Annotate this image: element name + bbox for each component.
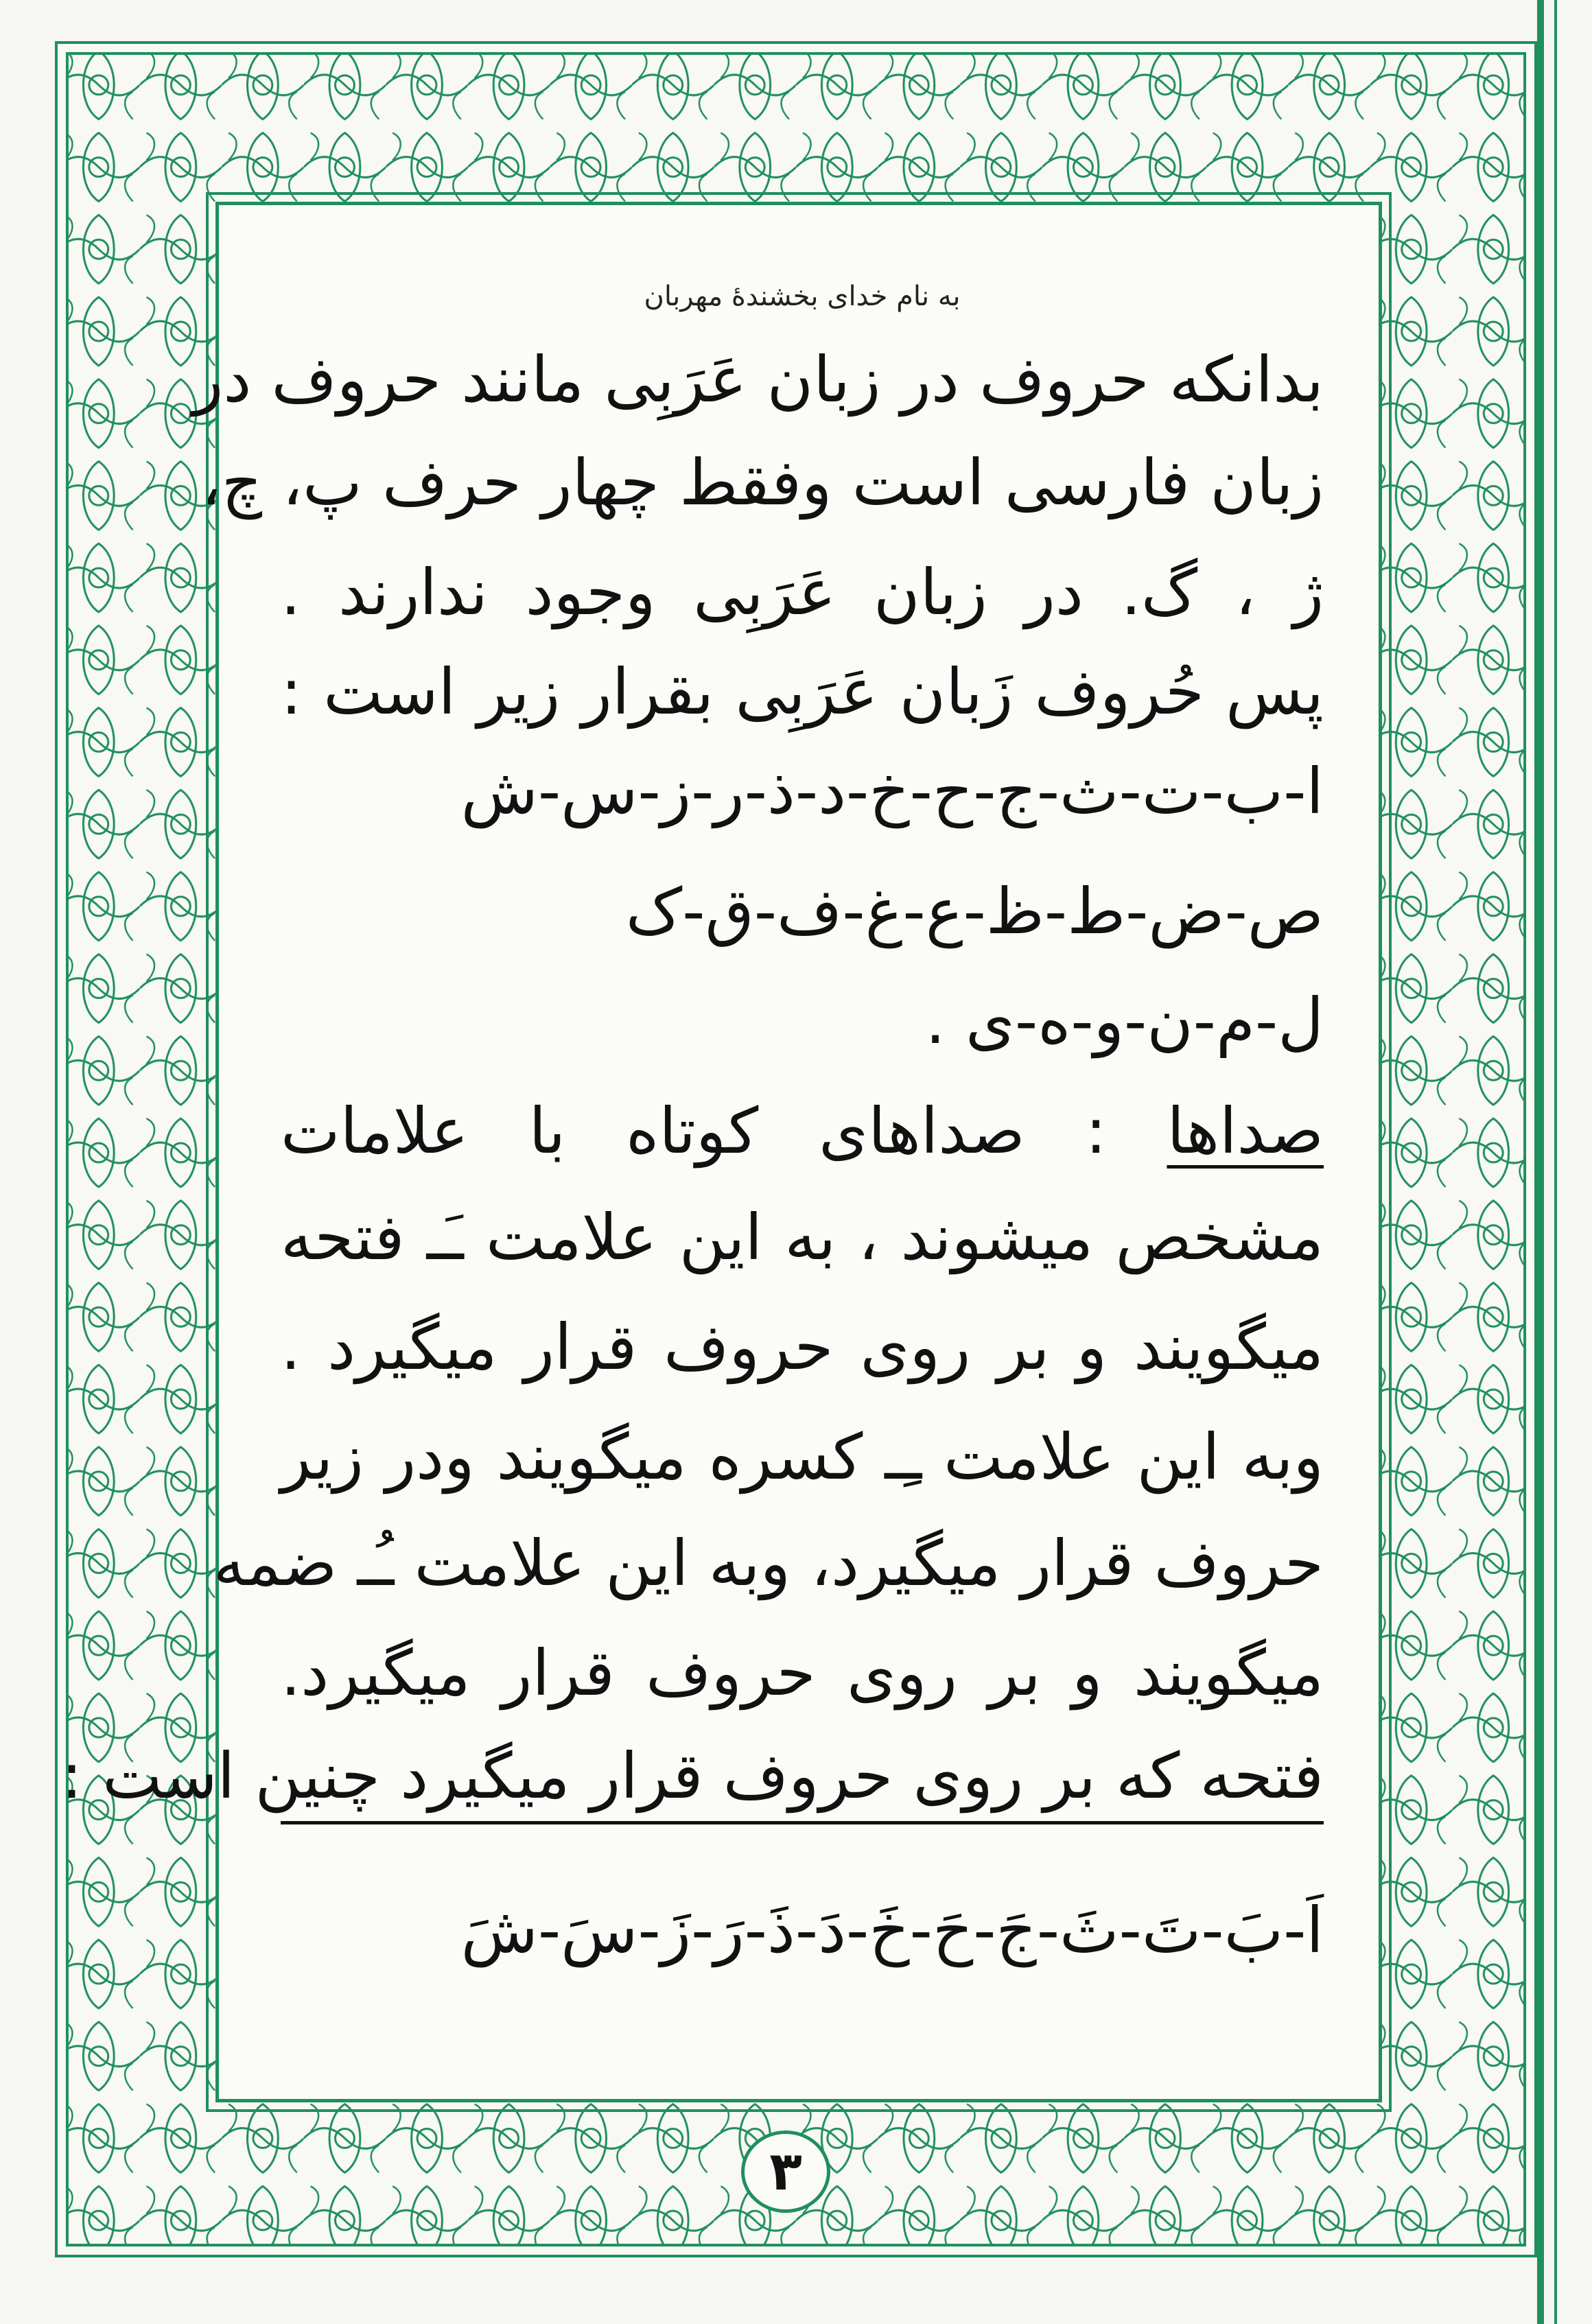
- text-line-4: پس حُروف زَبان عَرَبِی بقرار زیر است :: [281, 655, 1324, 729]
- text-line-13: میگویند و بر روی حروف قرار میگیرد.: [281, 1636, 1324, 1710]
- alphabet-line-3: ل-م-ن-و-ه-ی .: [925, 985, 1324, 1058]
- alphabet-line-2: ص-ض-ط-ظ-ع-غ-ف-ق-ک: [625, 875, 1324, 948]
- alphabet-line-1: ا-ب-ت-ث-ج-ح-خ-د-ذ-ر-ز-س-ش: [460, 755, 1324, 828]
- vowels-heading-line: [281, 1087, 1324, 1176]
- text-panel: [61, 202, 1382, 2102]
- fatha-alphabet-line: اَ-بَ-تَ-ثَ-جَ-حَ-خَ-دَ-ذَ-رَ-زَ-سَ-شَ: [460, 1894, 1324, 1967]
- text-line-11: وبه این علامت ـِـ کسره میگویند ودر زیر: [281, 1420, 1324, 1494]
- text-content: [61, 205, 1324, 2099]
- text-line-1: بدانکه حروف در زبان عَرَبِی مانند حروف در: [192, 343, 1324, 416]
- text-line-3: ژ ، گ. در زبان عَرَبِی وجود ندارند .: [281, 556, 1324, 629]
- vowels-heading-rest: : صداهای کوتاه با علامات: [281, 1094, 1167, 1168]
- ornamental-frame: [55, 41, 1537, 2257]
- page-edge-line: [1537, 0, 1544, 2324]
- text-line-10: میگویند و بر روی حروف قرار میگیرد .: [281, 1311, 1324, 1384]
- text-line-12: حروف قرار میگیرد، وبه این علامت ـُـ ضمه: [213, 1527, 1324, 1600]
- text-line-9: مشخص میشوند ، به این علامت ـَـ فتحه: [281, 1201, 1324, 1274]
- page-edge-line-thin: [1554, 0, 1557, 2324]
- text-line-2: زبان فارسی است وفقط چهار حرف پ، چ،: [201, 446, 1324, 519]
- page-number: ۳: [741, 2131, 830, 2213]
- page-header: به نام خدای بخشندهٔ مهربان: [644, 281, 961, 312]
- fatha-example-heading: فتحه که بر روی حروف قرار میگیرد چنین است :: [281, 1732, 1324, 1824]
- vowels-heading: صداها: [1167, 1094, 1324, 1168]
